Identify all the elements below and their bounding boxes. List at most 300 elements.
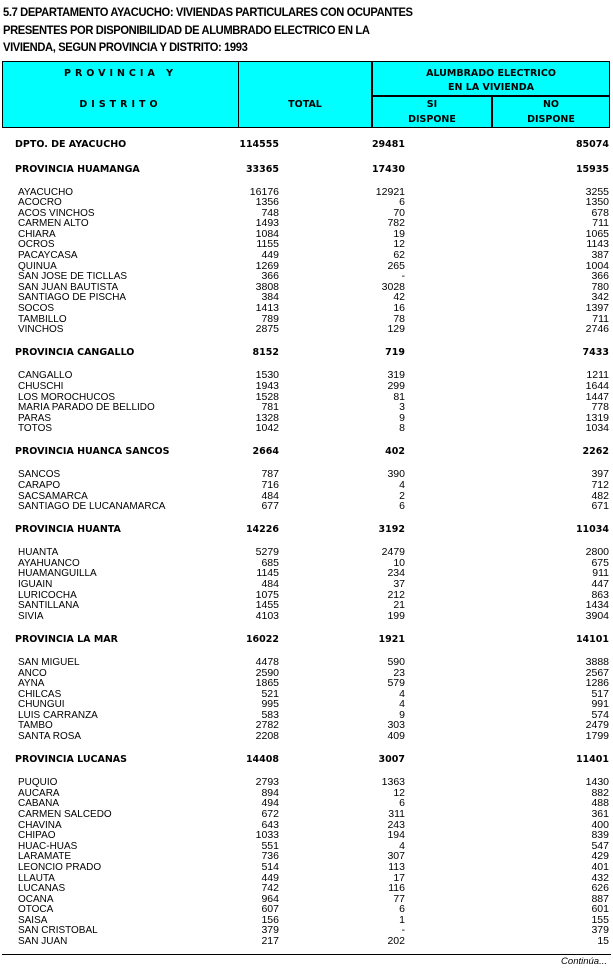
row-si: 6 — [399, 500, 405, 513]
row-si: 42 — [393, 291, 405, 304]
row-spacer — [0, 151, 613, 164]
row-no: 1065 — [585, 227, 609, 240]
row-si: 3 — [399, 401, 405, 414]
district-row — [0, 590, 613, 601]
header-no-line1: NO — [542, 99, 560, 110]
row-name: HUANTA — [18, 546, 59, 559]
row-name: LUIS CARRANZA — [18, 708, 98, 721]
row-total: 4478 — [255, 655, 279, 668]
row-spacer — [0, 359, 613, 370]
district-row — [0, 841, 613, 852]
header-total-label: TOTAL — [288, 99, 322, 110]
row-no: 429 — [591, 850, 609, 863]
district-row — [0, 925, 613, 936]
district-row — [0, 936, 613, 947]
row-no: 2567 — [585, 666, 609, 679]
row-no: 711 — [592, 217, 609, 230]
row-spacer — [0, 536, 613, 547]
row-si: 579 — [387, 677, 405, 690]
row-no: 432 — [591, 871, 609, 884]
row-no: 678 — [591, 206, 609, 219]
row-name: IGUAIN — [18, 578, 53, 591]
row-name: TAMBILLO — [18, 312, 67, 325]
row-total: 551 — [261, 839, 279, 852]
row-total: 33365 — [245, 163, 279, 175]
row-si: 202 — [387, 935, 405, 948]
row-total: 2208 — [255, 730, 279, 743]
row-total: 494 — [261, 797, 279, 810]
row-total: 2793 — [255, 776, 279, 789]
row-total: 1033 — [255, 829, 279, 842]
row-no: 2800 — [585, 546, 609, 559]
row-si: 1 — [399, 913, 405, 926]
row-si: 29481 — [371, 139, 405, 150]
row-name: CHAVINA — [18, 818, 62, 831]
row-no: 517 — [591, 687, 609, 700]
row-no: 155 — [591, 913, 609, 926]
row-si: 194 — [387, 829, 405, 842]
row-total: 156 — [261, 913, 279, 926]
header-si-line1: SI — [426, 99, 438, 110]
district-row — [0, 809, 613, 820]
row-name: CABANA — [18, 797, 60, 810]
row-spacer — [0, 335, 613, 348]
district-row — [0, 720, 613, 731]
row-no: 547 — [591, 839, 609, 852]
row-total: 672 — [261, 807, 279, 820]
row-no: 3888 — [585, 655, 609, 668]
row-name: CHIARA — [18, 227, 56, 240]
district-row — [0, 568, 613, 579]
row-total: 514 — [261, 860, 279, 873]
district-row — [0, 668, 613, 679]
row-name: SAN JUAN BAUTISTA — [18, 280, 119, 293]
district-row — [0, 820, 613, 831]
row-name: HUAMANGUILLA — [18, 567, 97, 580]
row-name: PACAYCASA — [18, 249, 78, 262]
row-spacer — [0, 176, 613, 187]
row-name: ANCO — [18, 666, 47, 679]
row-si: 4 — [399, 478, 405, 491]
row-si: 17430 — [371, 163, 405, 175]
row-no: 626 — [591, 882, 609, 895]
district-row — [0, 423, 613, 434]
row-name: SAISA — [18, 913, 48, 926]
row-name: SANTIAGO DE PISCHA — [18, 291, 127, 304]
row-si: 116 — [388, 882, 405, 895]
header-total — [239, 62, 373, 127]
row-total: 14408 — [245, 754, 279, 766]
district-row — [0, 239, 613, 250]
row-name: LUCANAS — [18, 882, 66, 895]
row-total: 484 — [261, 489, 279, 502]
row-si: 12 — [393, 238, 405, 251]
row-name: ACOS VINCHOS — [18, 206, 95, 219]
row-si: 10 — [393, 556, 405, 569]
row-si: 303 — [387, 719, 405, 732]
row-name: CANGALLO — [18, 369, 73, 382]
row-no: 574 — [591, 708, 609, 721]
row-si: 311 — [388, 807, 405, 820]
row-total: 2664 — [252, 446, 279, 458]
row-si: 212 — [387, 588, 405, 601]
district-row — [0, 731, 613, 742]
row-no: 778 — [591, 401, 609, 414]
row-si: 16 — [393, 302, 405, 315]
row-no: 379 — [591, 924, 609, 937]
row-name: SIVIA — [18, 609, 44, 622]
row-si: 81 — [393, 390, 405, 403]
row-si: 2 — [399, 489, 405, 502]
row-name: CARMEN ALTO — [18, 217, 89, 230]
row-total: 1528 — [255, 390, 279, 403]
row-no: 1447 — [585, 390, 609, 403]
row-total: 2875 — [255, 323, 279, 336]
row-si: 12921 — [375, 185, 405, 198]
row-si: 307 — [387, 850, 405, 863]
header-provincia-label: PROVINCIA Y — [64, 68, 177, 79]
row-name: CHUNGUI — [18, 698, 65, 711]
row-name: SOCOS — [18, 302, 55, 315]
row-name: SANTA ROSA — [18, 730, 82, 743]
row-total: 1530 — [255, 369, 279, 382]
row-si: - — [401, 270, 405, 283]
row-no: 1286 — [585, 677, 609, 690]
row-no: 366 — [591, 270, 609, 283]
row-no: 1034 — [585, 422, 609, 435]
row-total: 607 — [261, 903, 279, 916]
district-row — [0, 547, 613, 558]
row-total: 1155 — [256, 238, 279, 251]
row-total: 449 — [261, 871, 279, 884]
district-row — [0, 303, 613, 314]
district-row — [0, 657, 613, 668]
row-total: 1328 — [255, 411, 279, 424]
row-name: LLAUTA — [18, 871, 55, 884]
row-no: 1799 — [585, 730, 609, 743]
district-row — [0, 710, 613, 721]
district-row — [0, 678, 613, 689]
row-total: 14226 — [245, 524, 279, 536]
row-name: SAN MIGUEL — [18, 655, 80, 668]
district-row — [0, 324, 613, 335]
row-name: QUINUA — [18, 259, 57, 272]
row-name: CHUSCHI — [18, 379, 64, 392]
row-spacer — [0, 512, 613, 525]
row-total: 1413 — [255, 302, 279, 315]
row-name: VINCHOS — [18, 323, 64, 336]
row-total: 449 — [261, 249, 279, 262]
province-row — [0, 347, 613, 359]
row-total: 366 — [261, 270, 279, 283]
footer-rule — [2, 954, 611, 955]
row-name: CHIPAO — [18, 829, 56, 842]
row-si: 6 — [399, 903, 405, 916]
row-si: 17 — [393, 871, 405, 884]
row-si: 402 — [385, 446, 405, 458]
row-no: 1004 — [585, 259, 609, 272]
header-alumbrado-line1: ALUMBRADO ELECTRICO — [426, 68, 556, 79]
row-si: 3028 — [381, 280, 405, 293]
row-total: 521 — [261, 687, 279, 700]
district-row — [0, 830, 613, 841]
row-total: 1865 — [255, 677, 279, 690]
row-no: 342 — [591, 291, 609, 304]
row-no: 671 — [591, 500, 609, 513]
row-name: SAN JOSE DE TICLLAS — [18, 270, 128, 283]
row-total: 2590 — [255, 666, 279, 679]
row-total: 114555 — [239, 139, 279, 150]
title-line-2: PRESENTES POR DISPONIBILIDAD DE ALUMBRADO ELECTRICO EN LA — [3, 22, 370, 37]
row-si: 590 — [387, 655, 405, 668]
district-row — [0, 292, 613, 303]
row-si: 409 — [387, 730, 405, 743]
row-no: 11401 — [575, 754, 609, 766]
row-si: 1363 — [381, 776, 405, 789]
row-si: 77 — [393, 892, 405, 905]
row-no: 15 — [597, 935, 609, 948]
row-total: 716 — [261, 478, 279, 491]
row-no: 3255 — [585, 185, 609, 198]
row-si: 62 — [393, 249, 405, 262]
row-no: 675 — [591, 556, 609, 569]
district-row — [0, 579, 613, 590]
row-name: LOS MOROCHUCOS — [18, 390, 115, 403]
district-row — [0, 413, 613, 424]
row-total: 894 — [261, 786, 279, 799]
row-name: LARAMATE — [18, 850, 72, 863]
row-total: 1042 — [255, 422, 279, 435]
row-no: 991 — [591, 698, 609, 711]
district-row — [0, 600, 613, 611]
row-no: 1319 — [585, 411, 609, 424]
row-si: - — [401, 924, 405, 937]
row-total: 16022 — [245, 633, 279, 645]
row-total: 685 — [261, 556, 279, 569]
row-si: 70 — [393, 206, 405, 219]
district-row — [0, 469, 613, 480]
row-total: 995 — [261, 698, 279, 711]
province-row — [0, 754, 613, 766]
row-no: 1430 — [585, 776, 609, 789]
row-si: 265 — [387, 259, 405, 272]
row-no: 15935 — [575, 163, 609, 175]
row-no: 14101 — [575, 633, 609, 645]
row-si: 299 — [387, 379, 405, 392]
row-no: 11034 — [575, 524, 609, 536]
row-name: MARIA PARADO DE BELLIDO — [18, 401, 155, 414]
row-no: 1350 — [585, 196, 609, 209]
row-total: 16176 — [249, 185, 279, 198]
province-row — [0, 446, 613, 458]
row-no: 839 — [591, 829, 609, 842]
row-name: SAN CRISTOBAL — [18, 924, 98, 937]
row-total: 1084 — [255, 227, 279, 240]
row-total: 2782 — [255, 719, 279, 732]
province-row — [0, 164, 613, 176]
row-name: TAMBO — [18, 719, 53, 732]
row-total: 643 — [261, 818, 279, 831]
row-total: 8152 — [252, 347, 279, 359]
row-no: 85074 — [575, 139, 609, 150]
row-si: 19 — [393, 227, 405, 240]
row-si: 4 — [399, 839, 405, 852]
row-si: 78 — [393, 312, 405, 325]
row-no: 400 — [591, 818, 609, 831]
row-spacer — [0, 646, 613, 657]
row-name: TOTOS — [18, 422, 53, 435]
row-no: 711 — [592, 312, 609, 325]
row-total: 677 — [261, 500, 279, 513]
row-no: 2262 — [582, 446, 609, 458]
header-no-dispone — [493, 97, 609, 127]
row-spacer — [0, 766, 613, 777]
row-name: OTOCA — [18, 903, 54, 916]
row-si: 9 — [399, 708, 405, 721]
row-name: PROVINCIA HUANTA — [15, 524, 121, 536]
row-no: 1211 — [586, 369, 609, 382]
row-si: 113 — [388, 860, 405, 873]
row-total: 3808 — [255, 280, 279, 293]
row-no: 387 — [591, 249, 609, 262]
row-si: 3007 — [378, 754, 405, 766]
row-total: 1493 — [255, 217, 279, 230]
row-name: CARMEN SALCEDO — [18, 807, 112, 820]
row-si: 4 — [399, 687, 405, 700]
row-si: 6 — [399, 797, 405, 810]
row-name: PROVINCIA CANGALLO — [15, 347, 135, 359]
header-no-line2: DISPONE — [527, 114, 575, 125]
row-name: DPTO. DE AYACUCHO — [15, 139, 127, 150]
district-row — [0, 402, 613, 413]
row-si: 3192 — [378, 524, 405, 536]
department-row — [0, 139, 613, 151]
row-si: 782 — [387, 217, 405, 230]
row-name: OCROS — [18, 238, 55, 251]
district-row — [0, 314, 613, 325]
province-row — [0, 524, 613, 536]
header-si-line2: DISPONE — [408, 114, 456, 125]
row-no: 3904 — [585, 609, 609, 622]
row-name: SAN JUAN — [18, 935, 68, 948]
row-spacer — [0, 621, 613, 634]
row-name: SANTIAGO DE LUCANAMARCA — [18, 500, 166, 513]
header-provincia-distrito — [3, 62, 239, 127]
row-si: 4 — [399, 698, 405, 711]
row-total: 742 — [261, 882, 279, 895]
row-no: 447 — [591, 578, 609, 591]
row-total: 4103 — [255, 609, 279, 622]
row-total: 5279 — [255, 546, 279, 559]
row-no: 397 — [591, 468, 609, 481]
row-si: 719 — [385, 347, 405, 359]
row-si: 243 — [387, 818, 405, 831]
row-total: 1455 — [255, 599, 279, 612]
district-row — [0, 218, 613, 229]
row-no: 712 — [591, 478, 609, 491]
row-no: 887 — [591, 892, 609, 905]
row-si: 37 — [393, 578, 405, 591]
district-row — [0, 370, 613, 381]
row-si: 12 — [393, 786, 405, 799]
row-no: 1434 — [585, 599, 609, 612]
row-name: LEONCIO PRADO — [18, 860, 102, 873]
row-no: 1143 — [586, 238, 609, 251]
header-distrito-label: DISTRITO — [79, 99, 162, 110]
row-si: 199 — [387, 609, 405, 622]
row-name: PARAS — [18, 411, 52, 424]
district-row — [0, 501, 613, 512]
district-row — [0, 788, 613, 799]
row-si: 6 — [399, 196, 405, 209]
row-no: 780 — [591, 280, 609, 293]
row-no: 1644 — [585, 379, 609, 392]
row-si: 129 — [387, 323, 405, 336]
header-alumbrado — [373, 62, 609, 97]
row-total: 217 — [261, 935, 279, 948]
row-no: 911 — [592, 567, 609, 580]
district-row — [0, 187, 613, 198]
row-si: 8 — [399, 422, 405, 435]
row-total: 1943 — [255, 379, 279, 392]
row-name: AYACUCHO — [18, 185, 74, 198]
row-spacer — [0, 434, 613, 447]
row-si: 1921 — [378, 633, 405, 645]
row-no: 2479 — [585, 719, 609, 732]
row-total: 1075 — [255, 588, 279, 601]
row-no: 863 — [591, 588, 609, 601]
row-total: 748 — [261, 206, 279, 219]
row-spacer — [0, 742, 613, 755]
row-name: SACSAMARCA — [18, 489, 88, 502]
row-name: PROVINCIA LA MAR — [15, 633, 118, 645]
row-total: 484 — [261, 578, 279, 591]
row-no: 488 — [591, 797, 609, 810]
row-name: SANTILLANA — [18, 599, 79, 612]
row-si: 319 — [387, 369, 405, 382]
row-total: 1145 — [256, 567, 279, 580]
row-name: SANCOS — [18, 468, 61, 481]
row-si: 9 — [399, 411, 405, 424]
district-row — [0, 480, 613, 491]
row-si: 21 — [393, 599, 405, 612]
province-row — [0, 634, 613, 646]
continues-note: Continúa... — [561, 956, 607, 967]
row-name: PROVINCIA LUCANAS — [15, 754, 128, 766]
title-line-3: VIVIENDA, SEGUN PROVINCIA Y DISTRITO: 1993 — [3, 40, 248, 54]
row-total: 379 — [261, 924, 279, 937]
row-no: 2746 — [585, 323, 609, 336]
row-name: AYNA — [18, 677, 45, 690]
row-name: CHILCAS — [18, 687, 62, 700]
header-si-dispone — [373, 97, 493, 127]
row-total: 583 — [261, 708, 279, 721]
row-total: 781 — [261, 401, 279, 414]
row-name: HUAC-HUAS — [18, 839, 78, 852]
row-total: 789 — [261, 312, 279, 325]
district-row — [0, 873, 613, 884]
district-row — [0, 894, 613, 905]
row-name: ACOCRO — [18, 196, 62, 209]
row-si: 390 — [387, 468, 405, 481]
district-row — [0, 611, 613, 622]
table-header — [2, 61, 610, 128]
district-row — [0, 883, 613, 894]
row-si: 234 — [387, 567, 405, 580]
district-row — [0, 208, 613, 219]
row-no: 882 — [591, 786, 609, 799]
row-name: LURICOCHA — [18, 588, 77, 601]
